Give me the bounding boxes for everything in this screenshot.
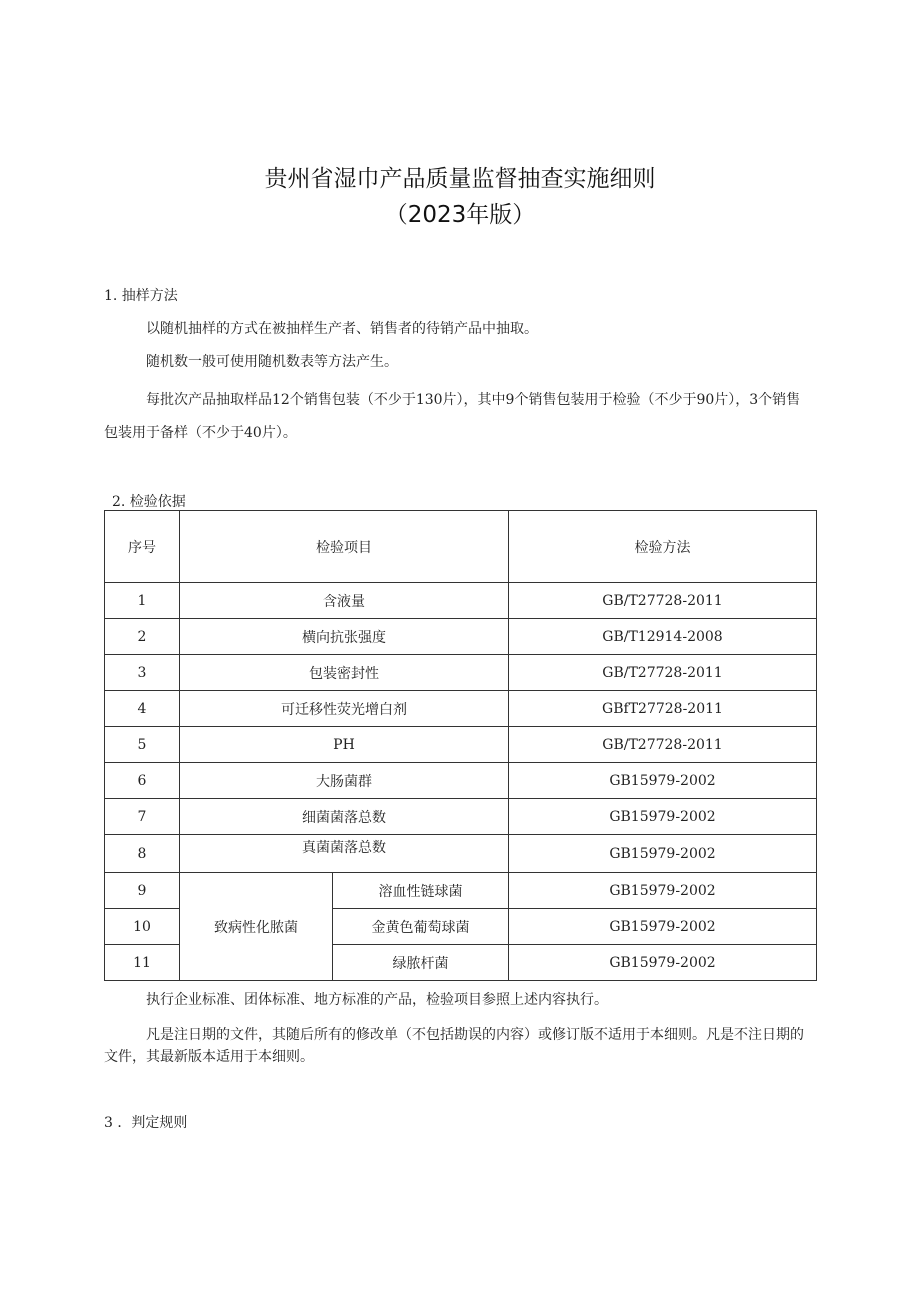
dated-documents-note: 凡是注日期的文件，其随后所有的修改单（不包括勘误的内容）或修订版不适用于本细则。凡是不注日期的文件，其最新版本适用于本细则。 [104, 1027, 804, 1065]
row-item: 细菌菌落总数 [180, 799, 509, 835]
row-serial: 5 [105, 727, 180, 763]
row-serial: 3 [105, 655, 180, 691]
group-label: 致病性化脓菌 [180, 873, 333, 981]
row-method: GB15979-2002 [509, 873, 817, 909]
sampling-paragraph-2: 随机数一般可使用随机数表等方法产生。 [146, 354, 398, 370]
row-serial: 2 [105, 619, 180, 655]
document-edition: （2023年版） [384, 202, 536, 228]
table-row [105, 691, 817, 727]
row-method: GB/T27728-2011 [509, 583, 817, 619]
row-serial: 7 [105, 799, 180, 835]
row-serial: 1 [105, 583, 180, 619]
table-row [105, 727, 817, 763]
row-item: 大肠菌群 [180, 763, 509, 799]
row-item: 金黄色葡萄球菌 [333, 909, 509, 945]
table-row [105, 873, 817, 909]
row-item: 溶血性链球菌 [333, 873, 509, 909]
row-item: 含液量 [180, 583, 509, 619]
row-serial: 6 [105, 763, 180, 799]
row-serial: 4 [105, 691, 180, 727]
section-3-heading: 3 ．判定规则 [104, 1115, 188, 1131]
row-item: 横向抗张强度 [180, 619, 509, 655]
table-row [105, 799, 817, 835]
row-item: 真菌菌落总数 [180, 835, 509, 873]
sampling-paragraph-1: 以随机抽样的方式在被抽样生产者、销售者的待销产品中抽取。 [146, 321, 538, 337]
row-method: GB15979-2002 [509, 763, 817, 799]
sampling-paragraph-3: 每批次产品抽取样品12个销售包装（不少于130片），其中9个销售包装用于检验（不少于90片），3个销售包装用于备样（不少于40片）。 [104, 392, 801, 441]
section-2-heading: 2. 检验依据 [112, 494, 186, 510]
row-item: 包装密封性 [180, 655, 509, 691]
section-1-heading: 1. 抽样方法 [104, 288, 178, 304]
table-row [105, 619, 817, 655]
row-item: 绿脓杆菌 [333, 945, 509, 981]
header-item: 检验项目 [180, 511, 509, 583]
row-method: GB15979-2002 [509, 945, 817, 981]
row-method: GBfT27728-2011 [509, 691, 817, 727]
row-method: GB15979-2002 [509, 835, 817, 873]
row-method: GB/T12914-2008 [509, 619, 817, 655]
table-row [105, 835, 817, 873]
row-item: 可迁移性荧光增白剂 [180, 691, 509, 727]
header-serial: 序号 [105, 511, 180, 583]
document-title: 贵州省湿巾产品质量监督抽查实施细则 [264, 166, 656, 192]
table-row [105, 655, 817, 691]
standards-note: 执行企业标准、团体标准、地方标准的产品，检验项目参照上述内容执行。 [146, 992, 608, 1008]
row-serial: 9 [105, 873, 180, 909]
table-row [105, 583, 817, 619]
header-method: 检验方法 [509, 511, 817, 583]
row-method: GB15979-2002 [509, 799, 817, 835]
table-header-row [105, 511, 817, 583]
row-serial: 11 [105, 945, 180, 981]
row-item: PH [180, 727, 509, 763]
row-serial: 10 [105, 909, 180, 945]
row-method: GB/T27728-2011 [509, 655, 817, 691]
row-serial: 8 [105, 835, 180, 873]
row-method: GB/T27728-2011 [509, 727, 817, 763]
inspection-table [104, 510, 817, 981]
table-row [105, 763, 817, 799]
row-method: GB15979-2002 [509, 909, 817, 945]
